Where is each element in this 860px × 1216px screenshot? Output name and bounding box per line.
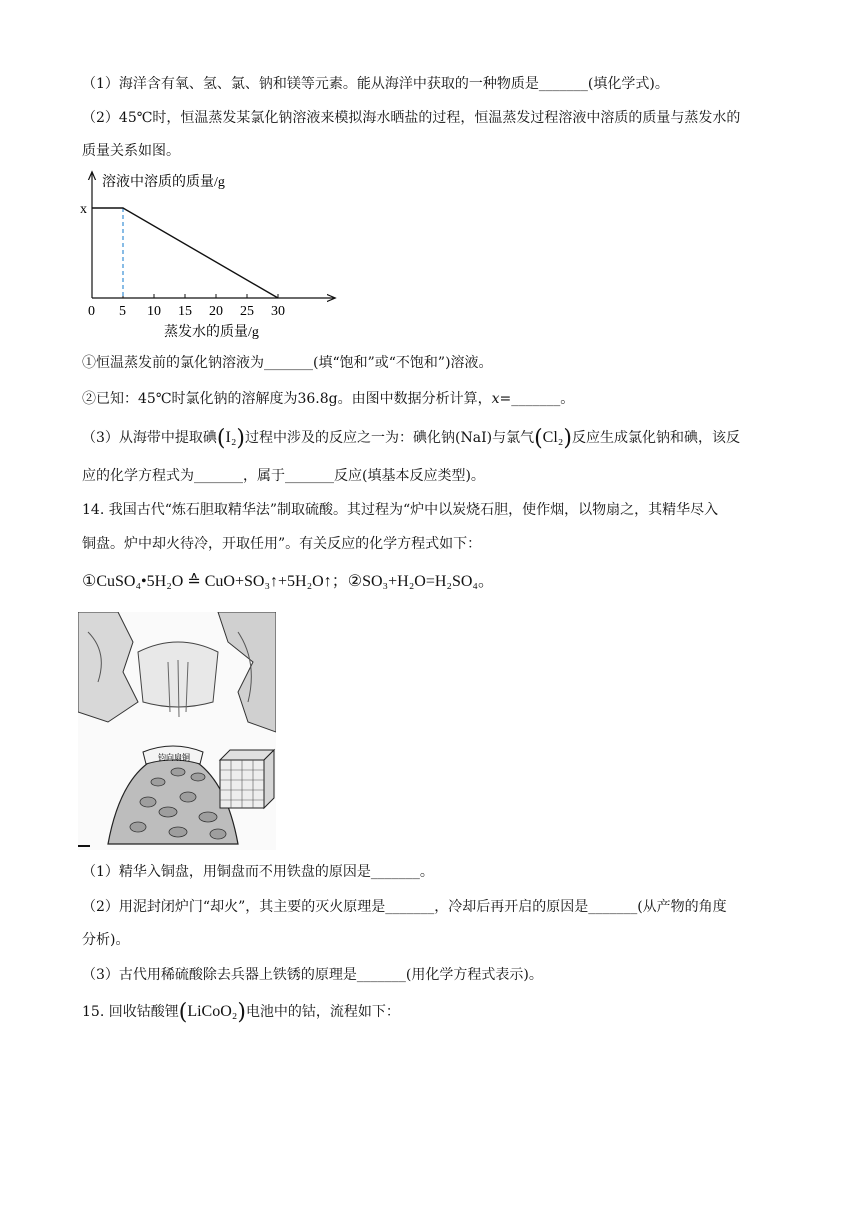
- q14-part3: （3）古代用稀硫酸除去兵器上铁锈的原理是_______(用化学方程式表示)。: [82, 967, 543, 983]
- sub2-var-x: x: [491, 391, 500, 407]
- q13-part3-line1: （3）从海带中提取碘(I₂)过程中涉及的反应之一为：碘化钠(NaI)与氯气(Cl₂)反应生成氯化钠和碘，该反: [82, 426, 740, 451]
- x-tick-label-15: 15: [178, 304, 192, 319]
- q13-part2-line2: 质量关系如图。: [82, 143, 180, 159]
- x-tick-label-25: 25: [240, 304, 254, 319]
- y-tick-label-x: x: [80, 202, 87, 217]
- formula-cl2: Cl₂: [542, 429, 564, 446]
- x-tick-label-20: 20: [209, 304, 223, 319]
- x-axis-label: 蒸发水的质量/g: [164, 325, 259, 340]
- part3-text-b: 过程中涉及的反应之一为：碘化钠(NaI)与氯气: [245, 430, 535, 446]
- q14-stem-line2: 铜盘。炉中却火待冷，开取任用”。有关反应的化学方程式如下：: [82, 536, 482, 552]
- q13-part3-line2: 应的化学方程式为_______，属于_______反应(填基本反应类型)。: [82, 468, 485, 484]
- part3-text-c: 反应生成氯化钠和碘，该反: [571, 430, 740, 446]
- q14-stem-line1: 14. 我国古代“炼石胆取精华法”制取硫酸。其过程为“炉中以炭烧石胆，使作烟，以物扇之，其精华尽入: [82, 502, 719, 518]
- q13-part1: （1）海洋含有氧、氢、氯、钠和镁等元素。能从海洋中获取的一种物质是_______(填化学式)。: [82, 76, 669, 92]
- q13-part2-sub2: [82, 389, 574, 409]
- formula-i2: I₂: [225, 429, 237, 446]
- formula-licoo2: LiCoO₂: [187, 1003, 238, 1020]
- ancient-furnace-illustration: [78, 612, 276, 850]
- sub2-text-a: ②已知：45℃时氯化钠的溶解度为36.8g。由图中数据分析计算，: [82, 391, 492, 407]
- sub2-text-b: =_______。: [499, 391, 575, 407]
- q13-part2-line1: （2）45℃时，恒温蒸发某氯化钠溶液来模拟海水晒盐的过程，恒温蒸发过程溶液中溶质的质量与蒸发水的: [82, 110, 741, 126]
- series-line-0: [92, 208, 278, 298]
- q14-equations: ①CuSO₄•5H₂O ≙ CuO+SO₃↑+5H₂O↑；②SO₃+H₂O=H₂SO₄。: [82, 573, 495, 590]
- part3-text-a: （3）从海带中提取碘: [82, 430, 217, 446]
- q14-part2-line2: 分析)。: [82, 932, 130, 948]
- x-tick-label-0: 0: [88, 304, 95, 319]
- q14-part2-line1: （2）用泥封闭炉门“却火”，其主要的灭火原理是_______，冷却后再开启的原因是_______(从产物的角度: [82, 899, 727, 915]
- banner-text: 钧向扇铜: [158, 753, 190, 762]
- q15-text-b: 电池中的钴，流程如下：: [245, 1004, 400, 1020]
- x-tick-label-10: 10: [147, 304, 161, 319]
- evaporation-chart: [72, 168, 352, 348]
- x-tick-label-5: 5: [119, 304, 126, 319]
- q15-text-a: 15. 回收钴酸锂: [82, 1004, 179, 1020]
- q14-part1: （1）精华入铜盘，用铜盘而不用铁盘的原因是_______。: [82, 864, 434, 880]
- q13-part2-sub1: ①恒温蒸发前的氯化钠溶液为_______(填“饱和”或“不饱和”)溶液。: [82, 355, 493, 371]
- y-axis-label: 溶液中溶质的质量/g: [102, 175, 225, 190]
- x-tick-label-30: 30: [271, 304, 285, 319]
- q15-stem: 15. 回收钴酸锂(LiCoO₂)电池中的钴，流程如下：: [82, 1000, 400, 1025]
